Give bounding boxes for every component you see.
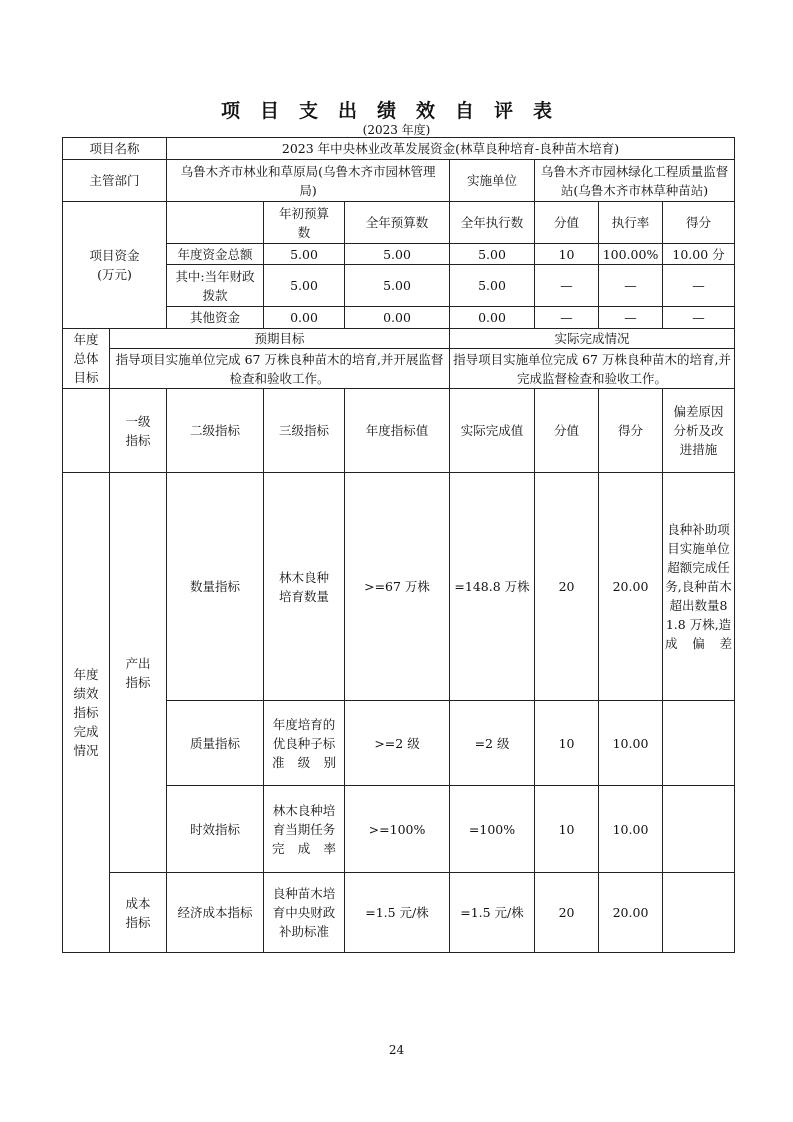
indicator-header: 一级指标 [110, 389, 167, 473]
indicators-section-label: 年度绩效指标完成情况 [63, 473, 110, 953]
funds-cell: 100.00% [599, 244, 663, 265]
indicator-header: 二级指标 [167, 389, 264, 473]
funds-cell: — [535, 265, 599, 307]
page-title: 项目支出绩效自评表 [220, 100, 572, 122]
score-value-cell: 10 [535, 786, 599, 873]
funds-cell: — [535, 307, 599, 329]
score-value-cell: 20 [535, 873, 599, 953]
goals-label: 年度总体目标 [63, 329, 110, 389]
actual-cell: =100% [450, 786, 535, 873]
deviation-cell: 良种补助项目实施单位超额完成任务,良种苗木超出数量81.8 万株,造成偏差 [663, 473, 735, 701]
funds-cell: 5.00 [450, 244, 535, 265]
target-cell: >=100% [345, 786, 450, 873]
dept-label: 主管部门 [63, 160, 167, 202]
funds-cell: 5.00 [450, 265, 535, 307]
funds-cell: 5.00 [264, 244, 345, 265]
funds-cell: — [599, 307, 663, 329]
indicator-header: 年度指标值 [345, 389, 450, 473]
score-value-cell: 10 [535, 701, 599, 786]
indicator-header: 偏差原因分析及改进措施 [663, 389, 735, 473]
funds-header: 年初预算数 [264, 202, 345, 244]
year-note: (2023 年度) [362, 123, 431, 137]
impl-value: 乌鲁木齐市园林绿化工程质量监督站(乌鲁木齐市林草种苗站) [535, 160, 735, 202]
level2-cell: 经济成本指标 [167, 873, 264, 953]
score-cell: 10.00 [599, 701, 663, 786]
evaluation-table [62, 137, 735, 953]
funds-cell: — [599, 265, 663, 307]
level3-cell: 良种苗木培育中央财政补助标准 [264, 873, 345, 953]
impl-label: 实施单位 [450, 160, 535, 202]
project-name-row [63, 138, 735, 160]
actual-goal-text: 指导项目实施单位完成 67 万株良种苗木的培育,并完成监督检查和验收工作。 [450, 349, 735, 389]
actual-cell: =148.8 万株 [450, 473, 535, 701]
goals-header-row [63, 329, 735, 349]
funds-cell: 5.00 [345, 244, 450, 265]
funds-header: 全年执行数 [450, 202, 535, 244]
level3-cell: 林木良种培育当期任务完成率 [264, 786, 345, 873]
funds-cell: 0.00 [264, 307, 345, 329]
indicator-header: 分值 [535, 389, 599, 473]
level2-cell: 质量指标 [167, 701, 264, 786]
score-cell: 20.00 [599, 873, 663, 953]
cost-indicator-label: 成本指标 [110, 873, 167, 953]
level2-cell: 数量指标 [167, 473, 264, 701]
score-value-cell: 20 [535, 473, 599, 701]
project-name-value: 2023 年中央林业改革发展资金(林草良种培育-良种苗木培育) [167, 138, 735, 160]
department-row [63, 160, 735, 202]
expected-goal-header: 预期目标 [110, 329, 450, 349]
funds-header-row [63, 202, 735, 244]
target-cell: =1.5 元/株 [345, 873, 450, 953]
funds-corner [167, 202, 264, 244]
funds-row-label: 其中:当年财政拨款 [167, 265, 264, 307]
deviation-cell [663, 873, 735, 953]
funds-cell: 0.00 [345, 307, 450, 329]
level3-cell: 林木良种培育数量 [264, 473, 345, 701]
funds-label: 项目资金(万元) [63, 202, 167, 329]
funds-cell: — [663, 307, 735, 329]
indicators-corner [63, 389, 110, 473]
actual-goal-header: 实际完成情况 [450, 329, 735, 349]
expected-goal-text: 指导项目实施单位完成 67 万株良种苗木的培育,并开展监督检查和验收工作。 [110, 349, 450, 389]
indicators-header-row [63, 389, 735, 473]
funds-cell: 5.00 [345, 265, 450, 307]
funds-cell: 0.00 [450, 307, 535, 329]
funds-header: 全年预算数 [345, 202, 450, 244]
actual-cell: =2 级 [450, 701, 535, 786]
project-name-label: 项目名称 [63, 138, 167, 160]
funds-cell: 5.00 [264, 265, 345, 307]
output-indicator-label: 产出指标 [110, 473, 167, 873]
level3-cell: 年度培育的优良种子标准级别 [264, 701, 345, 786]
target-cell: >=2 级 [345, 701, 450, 786]
funds-cell: 10.00 分 [663, 244, 735, 265]
level2-cell: 时效指标 [167, 786, 264, 873]
indicator-header: 得分 [599, 389, 663, 473]
funds-header: 得分 [663, 202, 735, 244]
actual-cell: =1.5 元/株 [450, 873, 535, 953]
deviation-cell [663, 701, 735, 786]
deviation-cell [663, 786, 735, 873]
indicator-header: 三级指标 [264, 389, 345, 473]
funds-row-label: 其他资金 [167, 307, 264, 329]
dept-value: 乌鲁木齐市林业和草原局(乌鲁木齐市园林管理局) [167, 160, 450, 202]
indicator-row-cost [63, 873, 735, 953]
funds-cell: 10 [535, 244, 599, 265]
score-cell: 20.00 [599, 473, 663, 701]
funds-cell: — [663, 265, 735, 307]
score-cell: 10.00 [599, 786, 663, 873]
funds-header: 执行率 [599, 202, 663, 244]
funds-header: 分值 [535, 202, 599, 244]
page-number: 24 [388, 1043, 405, 1057]
target-cell: >=67 万株 [345, 473, 450, 701]
funds-row-label: 年度资金总额 [167, 244, 264, 265]
indicator-row-quantity [63, 473, 735, 701]
goals-row [63, 349, 735, 389]
indicator-header: 实际完成值 [450, 389, 535, 473]
